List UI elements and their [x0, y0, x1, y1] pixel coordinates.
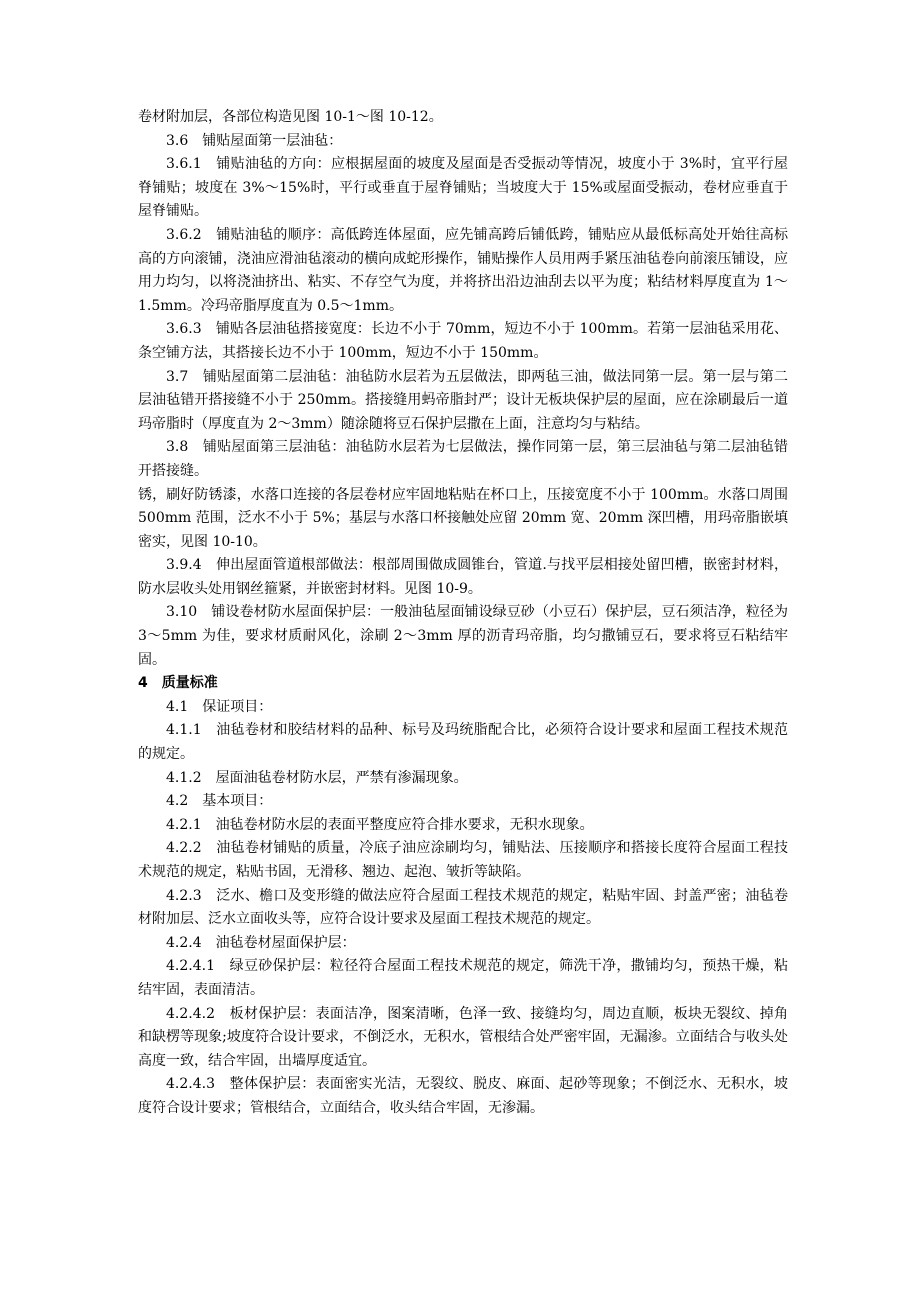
paragraph: 4.1.2 屋面油毡卷材防水层，严禁有渗漏现象。	[166, 769, 468, 786]
paragraph: 4.2.4.1 绿豆砂保护层：粒径符合屋面工程技术规范的规定，筛洗干净，撒铺均匀，预热干燥，粘结牢固，表面清洁。	[138, 958, 788, 998]
paragraph: 4.1.1 油毡卷材和胶结材料的品种、标号及玛统脂配合比，必须符合设计要求和屋面工程技术规范的规定。	[138, 722, 788, 763]
paragraph: 3.7 铺贴屋面第二层油毡：油毡防水层若为五层做法，即两毡三油，做法同第一层。第一层与第二层油毡错开搭接缝不小于 250mm。搭接缝用蚂帝脂封严；设计无板块保护层的屋面，应在涂刷最后一道玛帝脂时（厚度直为 2～3mm）随涂随将豆石保护层撒在上面，注意均匀与粘结。	[138, 368, 788, 432]
section-heading: 4.2 基本项目：	[166, 793, 273, 810]
paragraph: 卷材附加层，各部位构造见图 10-1～图 10-12。	[138, 109, 443, 125]
section-heading: 4.1 保证项目：	[166, 698, 273, 715]
document-page	[138, 106, 788, 1121]
paragraph: 4.2.4.2 板材保护层：表面洁净，图案清晰，色泽一致、接缝均匀，周边直顺，板块无裂纹、掉角和缺楞等现象;坡度符合设计要求，不倒泛水，无积水，管根结合处严密牢固，无漏渗。立面结合与收头处高度一致，结合牢固，出墙厚度适宜。	[138, 1005, 788, 1069]
chapter-heading: 4 质量标准	[138, 675, 218, 692]
section-heading: 3.6 铺贴屋面第一层油毡：	[166, 132, 343, 149]
paragraph: 3.6.2 铺贴油毡的顺序：高低跨连体屋面，应先铺高跨后铺低跨，铺贴应从最低标高处开始往高标高的方向滚铺，浇油应滑油毡滚动的横向成蛇形操作，铺贴操作人员用两手紧压油毡卷向前滚压铺设，应用力均匀，以将浇油挤出、粘实、不存空气为度，并将挤出沿边油刮去以平为度；粘结材料厚度直为 1～1.5mm。冷玛帝脂厚度直为 0.5～1mm。	[138, 226, 788, 314]
paragraph: 4.2.3 泛水、檐口及变形缝的做法应符合屋面工程技术规范的规定，粘贴牢固、封盖严密；油毡卷材附加层、泛水立面收头等，应符合设计要求及屋面工程技术规范的规定。	[138, 887, 788, 928]
paragraph: 3.10 铺设卷材防水屋面保护层：一般油毡屋面铺设绿豆砂（小豆石）保护层，豆石须洁净，粒径为 3～5mm 为佳，要求材质耐风化，涂刷 2～3mm 厚的沥青玛帝脂，均匀撒铺豆石，要求将豆石粘结牢固。	[138, 604, 788, 668]
section-heading: 4.2.4 油毡卷材屋面保护层：	[166, 934, 356, 951]
paragraph: 锈，刷好防锈漆，水落口连接的各层卷材应牢固地粘贴在杯口上，压接宽度不小于 100mm。水落口周围 500mm 范围，泛水不小于 5%；基层与水落口杯接触处应留 20mm 宽、20mm 深凹槽，用玛帝脂嵌填密实，见图 10-10。	[138, 486, 788, 550]
paragraph: 3.9.4 伸出屋面管道根部做法：根部周围做成圆锥台，管道.与找平层相接处留凹槽，嵌密封材料，防水层收头处用钢丝箍紧，并嵌密封材料。见图 10-9。	[138, 557, 788, 597]
paragraph: 4.2.4.3 整体保护层：表面密实光洁，无裂纹、脱皮、麻面、起砂等现象；不倒泛水、无积水，坡度符合设计要求；管根结合，立面结合，收头结合牢固，无渗漏。	[138, 1076, 788, 1116]
paragraph: 3.6.3 铺贴各层油毡搭接宽度：长边不小于 70mm，短边不小于 100mm。若第一层油毡采用花、条空铺方法，其搭接长边不小于 100mm，短边不小于 150mm。	[138, 321, 788, 361]
paragraph: 3.6.1 铺贴油毡的方向：应根据屋面的坡度及屋面是否受振动等情况，坡度小于 3%时，宜平行屋脊铺贴；坡度在 3%～15%时，平行或垂直于屋脊铺贴；当坡度大于 15%或屋面受振动，卷材应垂直于屋脊铺贴。	[138, 156, 788, 220]
paragraph: 3.8 铺贴屋面第三层油毡：油毡防水层若为七层做法，操作同第一层，第三层油毡与第二层油毡错开搭接缝。	[138, 439, 788, 479]
paragraph: 4.2.1 油毡卷材防水层的表面平整度应符合排水要求，无积水现象。	[166, 816, 594, 833]
paragraph: 4.2.2 油毡卷材铺贴的质量，冷底子油应涂刷均匀，铺贴法、压接顺序和搭接长度符合屋面工程技术规范的规定，粘贴书固，无滑移、翘边、起泡、皱折等缺陷。	[138, 840, 788, 880]
